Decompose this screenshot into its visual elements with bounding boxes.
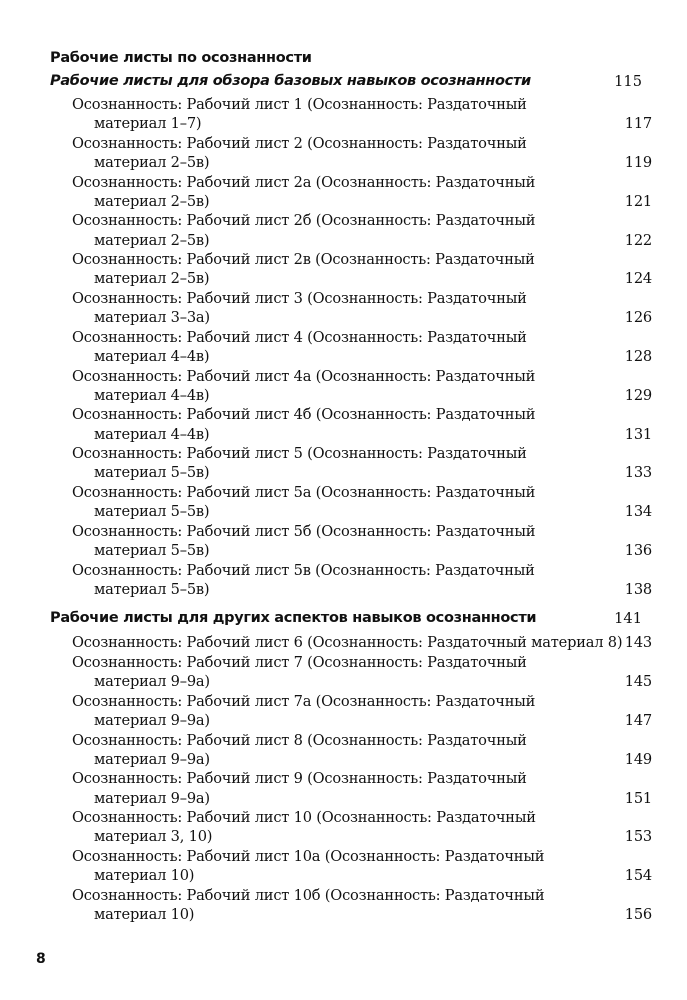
toc-entry-page: 133	[624, 464, 652, 482]
toc-entry-page: 136	[624, 542, 652, 560]
toc-entry-line2: материал 2–5в)	[94, 192, 210, 210]
toc-entry-page: 119	[624, 154, 652, 172]
toc-entry-page: 145	[624, 673, 652, 691]
toc-entry-line1: Осознанность: Рабочий лист 2б (Осознанность: Раздаточный	[72, 212, 536, 230]
toc-entry-line1: Осознанность: Рабочий лист 7 (Осознанность: Раздаточный	[72, 654, 527, 671]
toc-entry	[72, 250, 652, 289]
toc-entry-line1: Осознанность: Рабочий лист 9 (Осознанность: Раздаточный	[72, 770, 527, 788]
page-number: 8	[36, 951, 46, 967]
subsection-title: Рабочие листы для обзора базовых навыков осознанности	[50, 73, 531, 89]
toc-entry	[72, 808, 652, 847]
toc-entry-line2: материал 2–5в)	[94, 231, 210, 249]
toc-entry-line1: Осознанность: Рабочий лист 4б (Осознанность: Раздаточный	[72, 406, 536, 424]
toc-entry-page: 153	[624, 828, 652, 846]
toc-entry-page: 129	[624, 386, 652, 404]
toc-entry-line1: Осознанность: Рабочий лист 10 (Осознанность: Раздаточный	[72, 809, 536, 827]
toc-entry-line2: материал 10)	[94, 867, 195, 885]
toc-entry	[72, 633, 652, 652]
toc-entry-line1: Осознанность: Рабочий лист 5а (Осознанность: Раздаточный	[72, 484, 536, 501]
toc-entry-page: 154	[624, 867, 652, 885]
section-title-2: Рабочие листы для других аспектов навыков осознанности	[50, 610, 537, 626]
toc-entry-line2: материал 5–5в)	[94, 580, 210, 598]
toc-entry-page: 124	[624, 270, 652, 288]
toc-entry-line2: материал 3, 10)	[94, 828, 213, 846]
toc-entry	[72, 444, 652, 483]
toc-entry-page: 121	[624, 192, 652, 210]
toc-entry-page: 128	[624, 348, 652, 366]
toc-entry-page: 134	[624, 503, 652, 521]
toc-entry-line1: Осознанность: Рабочий лист 8 (Осознанность: Раздаточный	[72, 731, 527, 749]
toc-entry-line2: материал 9–9а)	[94, 712, 210, 730]
toc-entry-page: 143	[624, 634, 652, 651]
toc-entry-line2: материал 5–5в)	[94, 542, 210, 560]
subsection-page-number: 115	[614, 73, 642, 90]
toc-entry	[72, 95, 652, 134]
toc-entry	[72, 483, 652, 522]
toc-entry-line1: Осознанность: Рабочий лист 6 (Осознанность: Раздаточный материал 8)	[72, 634, 623, 651]
toc-entry	[72, 692, 652, 731]
toc-entry-line2: материал 9–9а)	[94, 750, 210, 768]
toc-entry	[72, 886, 652, 925]
toc-entry-page: 156	[624, 906, 652, 924]
toc-entry-line2: материал 5–5в)	[94, 503, 210, 521]
toc-entry-line2: материал 4–4в)	[94, 425, 210, 443]
toc-entry-line1: Осознанность: Рабочий лист 10а (Осознанность: Раздаточный	[72, 848, 545, 865]
toc-entry-page: 138	[624, 580, 652, 598]
section-page-number: 141	[614, 610, 642, 627]
toc-entry-line2: материал 3–3а)	[94, 309, 210, 327]
toc-entry	[72, 522, 652, 561]
toc-entry	[72, 653, 652, 692]
toc-entry-line1: Осознанность: Рабочий лист 5б (Осознанность: Раздаточный	[72, 522, 536, 540]
toc-entry	[72, 561, 652, 600]
toc-entry-line1: Осознанность: Рабочий лист 7а (Осознанность: Раздаточный	[72, 692, 536, 710]
toc-entry-line2: материал 10)	[94, 906, 195, 924]
toc-entry-line1: Осознанность: Рабочий лист 10б (Осознанность: Раздаточный	[72, 886, 545, 904]
toc-entry	[72, 367, 652, 406]
toc-entry-line1: Осознанность: Рабочий лист 1 (Осознанность: Раздаточный	[72, 96, 527, 113]
toc-entry-line2: материал 9–9а)	[94, 789, 210, 807]
toc-entry-line1: Осознанность: Рабочий лист 4 (Осознанность: Раздаточный	[72, 328, 527, 346]
toc-entry-line2: материал 1–7)	[94, 115, 202, 133]
toc-entry	[72, 134, 652, 173]
toc-entry-line1: Осознанность: Рабочий лист 2а (Осознанность: Раздаточный	[72, 173, 536, 191]
toc-entry-page: 122	[624, 231, 652, 249]
toc-entry-line1: Осознанность: Рабочий лист 3 (Осознанность: Раздаточный	[72, 290, 527, 307]
toc-entry-line2: материал 2–5в)	[94, 154, 210, 172]
toc-entry-line1: Осознанность: Рабочий лист 2в (Осознанность: Раздаточный	[72, 251, 535, 269]
toc-entry-page: 131	[624, 425, 652, 443]
toc-entry-line2: материал 5–5в)	[94, 464, 210, 482]
toc-entry	[72, 731, 652, 770]
toc-entry-line2: материал 9–9а)	[94, 673, 210, 691]
toc-entry-page: 147	[624, 712, 652, 730]
section-title: Рабочие листы по осознанности	[50, 50, 312, 66]
toc-entry-line1: Осознанность: Рабочий лист 2 (Осознанность: Раздаточный	[72, 134, 527, 152]
toc-entry	[72, 173, 652, 212]
toc-entry	[72, 405, 652, 444]
toc-entry-page: 149	[624, 750, 652, 768]
toc-entry	[72, 289, 652, 328]
toc-entry	[72, 328, 652, 367]
toc-entry-line1: Осознанность: Рабочий лист 5в (Осознанность: Раздаточный	[72, 561, 535, 579]
toc-entry-line1: Осознанность: Рабочий лист 5 (Осознанность: Раздаточный	[72, 445, 527, 463]
toc-entry-page: 126	[624, 309, 652, 327]
toc-entry-page: 117	[624, 115, 652, 133]
toc-entry	[72, 211, 652, 250]
toc-entry	[72, 847, 652, 886]
toc-entry-line2: материал 2–5в)	[94, 270, 210, 288]
toc-entry-page: 151	[624, 789, 652, 807]
toc-entry-line2: материал 4–4в)	[94, 386, 210, 404]
toc-entry	[72, 769, 652, 808]
toc-entry-line2: материал 4–4в)	[94, 348, 210, 366]
toc-entry-line1: Осознанность: Рабочий лист 4а (Осознанность: Раздаточный	[72, 367, 536, 385]
